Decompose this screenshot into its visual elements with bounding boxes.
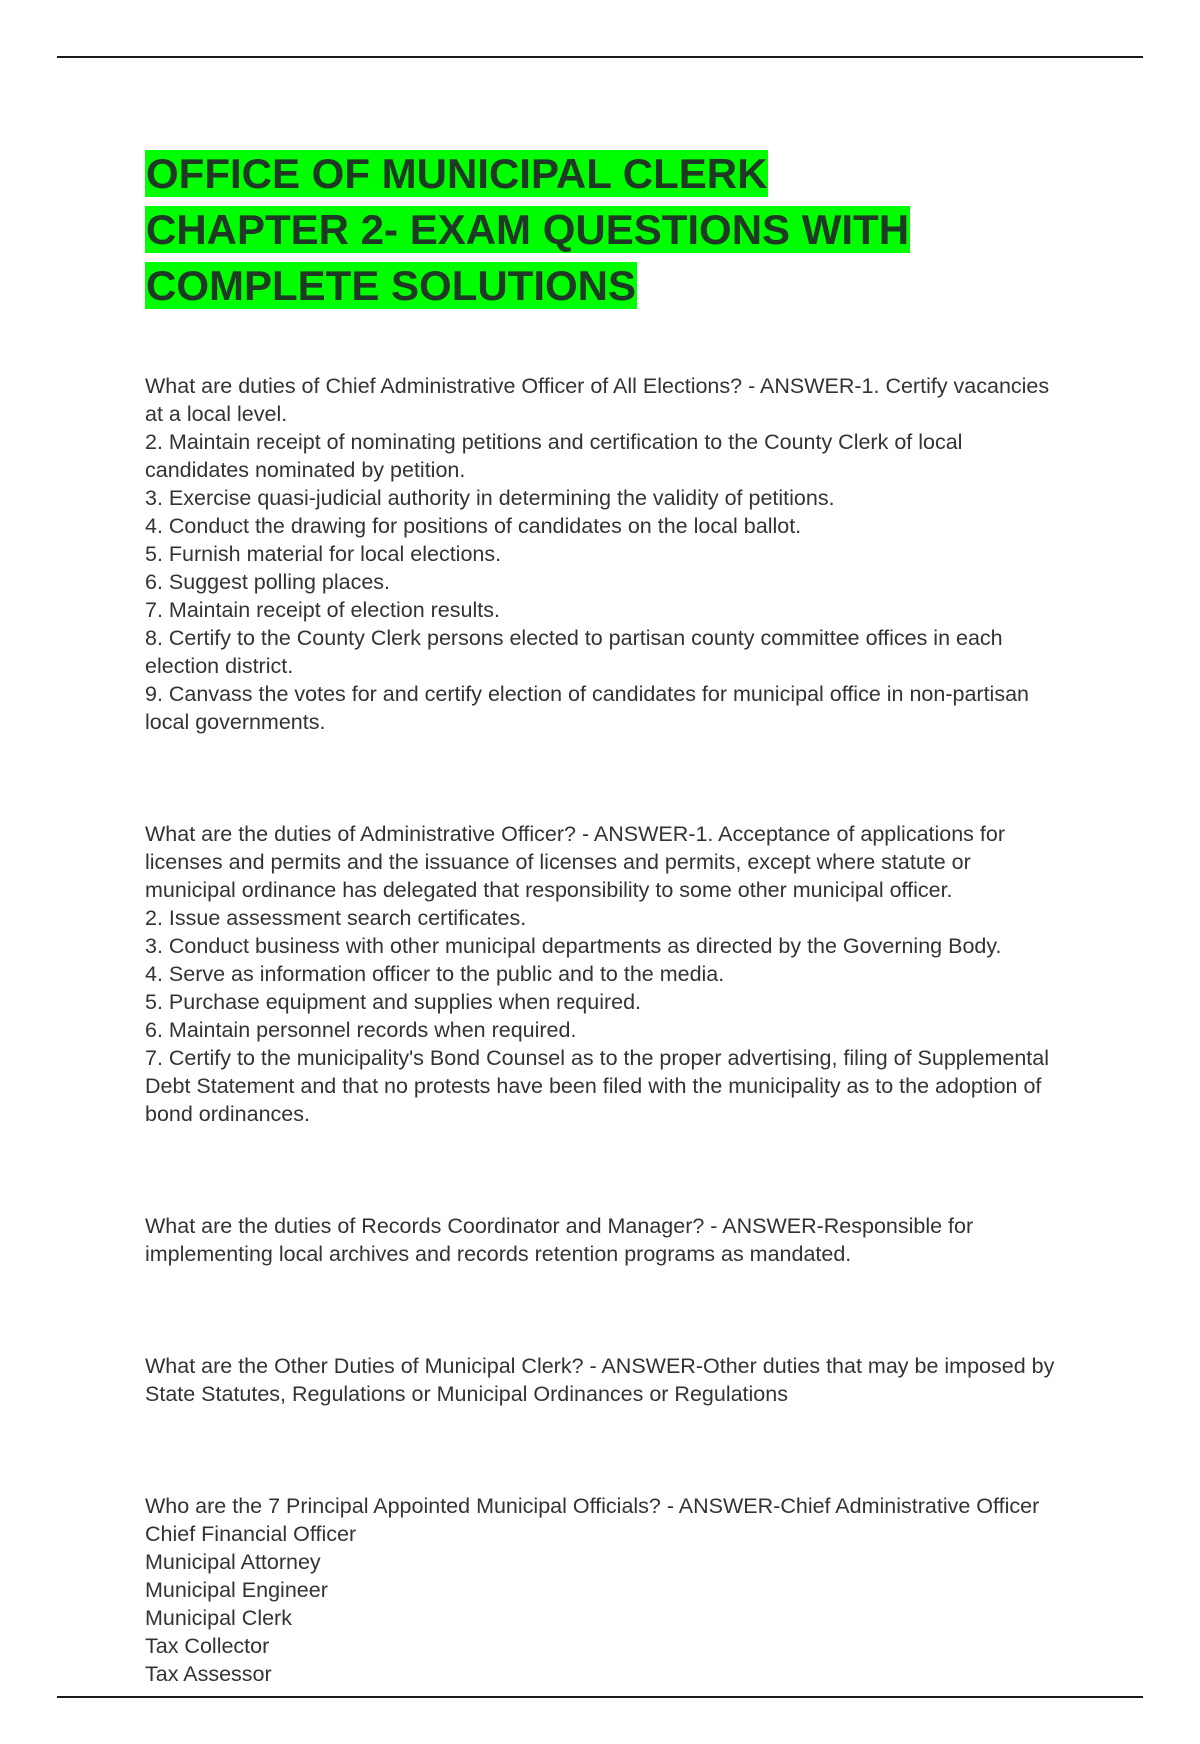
qa-block-appointed-officials (145, 1464, 1065, 1716)
qa-block-other-duties (145, 1324, 1065, 1436)
title-line-3: COMPLETE SOLUTIONS (146, 262, 637, 309)
qa-text: Who are the 7 Principal Appointed Municipal Officials? - ANSWER-Chief Administrative Officer Chief Financial Officer Municipal Attorney Municipal Engineer Municipal Clerk Tax Collector Tax Assessor (145, 1494, 1040, 1686)
qa-text: What are duties of Chief Administrative Officer of All Elections? - ANSWER-1. Certify vacancies at a local level. 2. Maintain receipt of nominating petitions and certification to the County Clerk of local candidates nominated by petition. 3. Exercise quasi-judicial authority in determining the validity of petitions. 4. Conduct the drawing for positions of candidates on the local ballot. 5. Furnish material for local elections. 6. Suggest polling places. 7. Maintain receipt of election results. 8. Certify to the County Clerk persons elected to partisan county committee offices in each election district. 9. Canvass the votes for and certify election of candidates for municipal office in non-partisan local governments. (145, 374, 1050, 734)
qa-text: What are the duties of Administrative Officer? - ANSWER-1. Acceptance of applications for licenses and permits and the issuance of licenses and permits, except where statute or municipal ordinance has delegated that responsibility to some other municipal officer. 2. Issue assessment search certificates. 3. Conduct business with other municipal departments as directed by the Governing Body. 4. Serve as information officer to the public and to the media. 5. Purchase equipment and supplies when required. 6. Maintain personnel records when required. 7. Certify to the municipality's Bond Counsel as to the proper advertising, filing of Supplemental Debt Statement and that no protests have been filed with the municipality as to the adoption of bond ordinances. (145, 822, 1050, 1126)
qa-text: What are the duties of Records Coordinator and Manager? - ANSWER-Responsible for implementing local archives and records retention programs as mandated. (145, 1214, 974, 1266)
qa-block-administrative-officer (145, 792, 1065, 1156)
document-title (145, 146, 1065, 314)
qa-block-records-coordinator (145, 1184, 1065, 1296)
bottom-rule (57, 1696, 1143, 1698)
title-line-2: CHAPTER 2- EXAM QUESTIONS WITH (146, 206, 910, 253)
document-body (145, 146, 1065, 1744)
title-line-1: OFFICE OF MUNICIPAL CLERK (146, 150, 768, 197)
top-rule (57, 56, 1143, 58)
qa-text: What are the Other Duties of Municipal Clerk? - ANSWER-Other duties that may be imposed by State Statutes, Regulations or Municipal Ordinances or Regulations (145, 1354, 1055, 1406)
qa-block-elections (145, 344, 1065, 764)
